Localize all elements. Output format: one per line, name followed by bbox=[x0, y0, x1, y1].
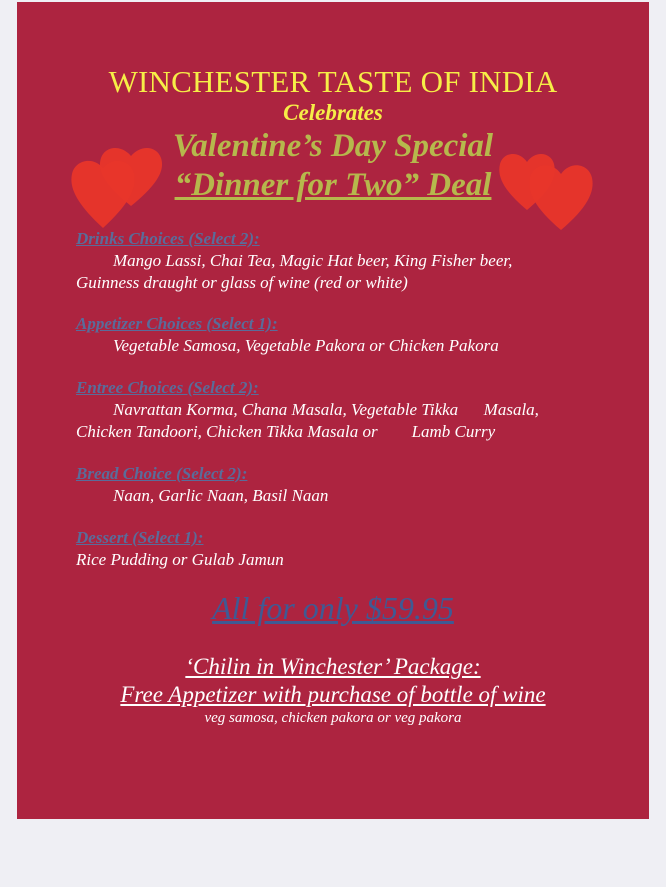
restaurant-name: WINCHESTER TASTE OF INDIA bbox=[108, 64, 558, 99]
drinks-heading: Drinks Choices (Select 2): bbox=[76, 229, 260, 248]
special-title: Valentine’s Day Special bbox=[172, 128, 494, 164]
appetizer-line-1: Vegetable Samosa, Vegetable Pakora or Chicken Pakora bbox=[113, 336, 499, 355]
package-offer: Free Appetizer with purchase of bottle of wine bbox=[120, 682, 546, 707]
celebrates-text: Celebrates bbox=[283, 100, 383, 125]
drinks-section bbox=[76, 228, 616, 294]
bread-heading: Bread Choice (Select 2): bbox=[76, 464, 248, 483]
bread-line-1: Naan, Garlic Naan, Basil Naan bbox=[113, 486, 329, 505]
drinks-line-2: Guinness draught or glass of wine (red or white) bbox=[76, 273, 408, 292]
entree-line-1: Navrattan Korma, Chana Masala, Vegetable Tikka Masala, bbox=[113, 400, 539, 419]
appetizer-heading: Appetizer Choices (Select 1): bbox=[76, 314, 278, 333]
package-options: veg samosa, chicken pakora or veg pakora bbox=[204, 710, 462, 726]
flyer-card bbox=[17, 2, 649, 819]
entree-heading: Entree Choices (Select 2): bbox=[76, 378, 259, 397]
dessert-line-1: Rice Pudding or Gulab Jamun bbox=[76, 550, 284, 569]
entree-section bbox=[76, 377, 616, 443]
price-text: All for only $59.95 bbox=[212, 590, 454, 626]
dessert-heading: Dessert (Select 1): bbox=[76, 528, 204, 547]
entree-line-2: Chicken Tandoori, Chicken Tikka Masala or Lamb Curry bbox=[76, 422, 496, 441]
deal-title: “Dinner for Two” Deal bbox=[174, 167, 492, 203]
package-title: ‘Chilin in Winchester’ Package: bbox=[185, 654, 481, 679]
drinks-line-1: Mango Lassi, Chai Tea, Magic Hat beer, King Fisher beer, bbox=[113, 251, 513, 270]
bread-section bbox=[76, 463, 616, 507]
dessert-section bbox=[76, 527, 616, 571]
appetizer-section bbox=[76, 313, 616, 357]
